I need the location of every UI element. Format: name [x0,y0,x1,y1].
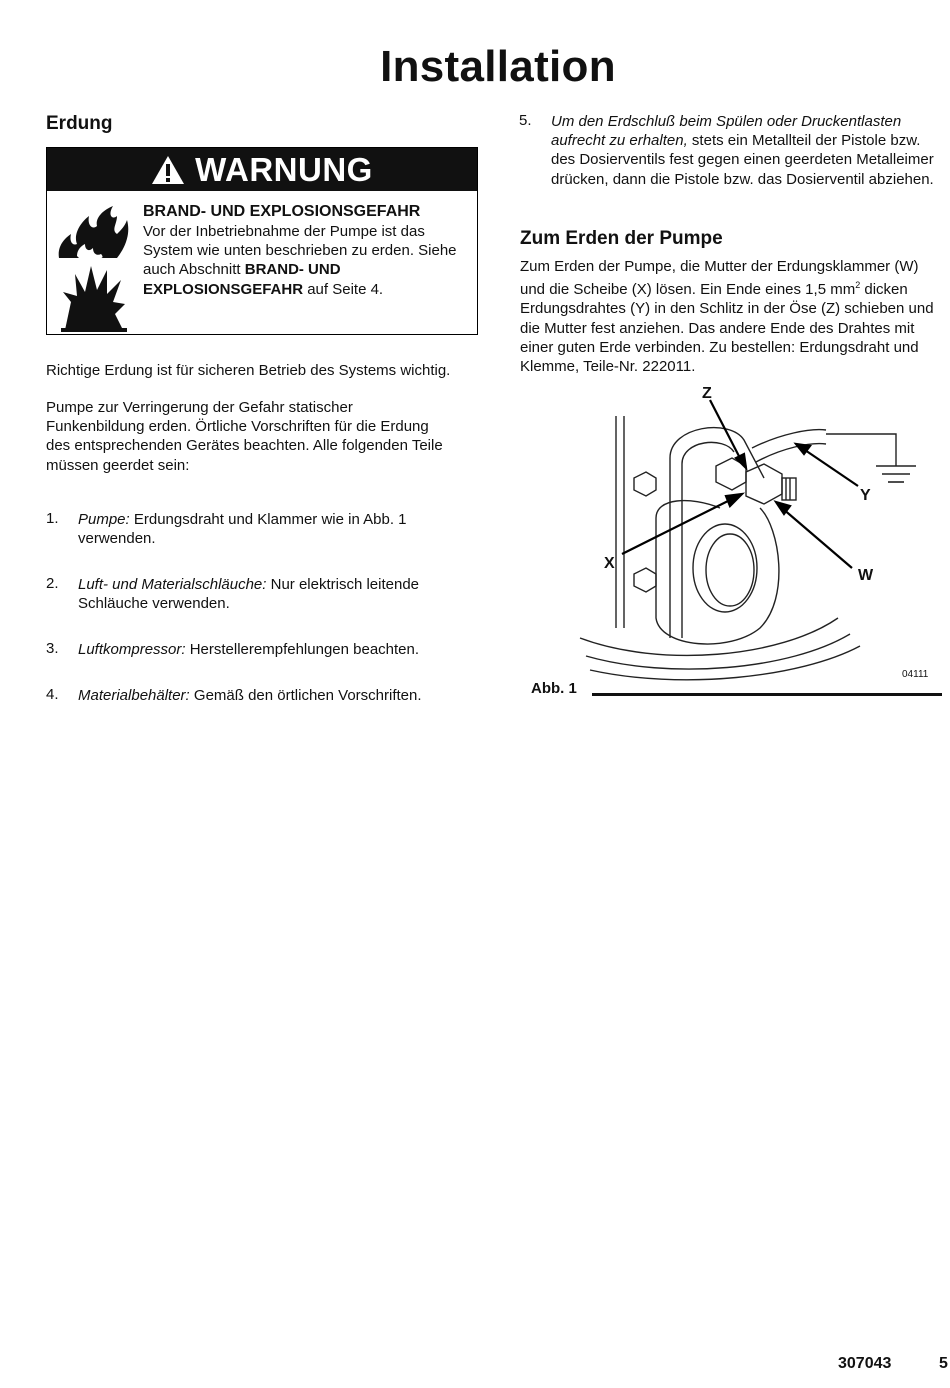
figure-caption: Abb. 1 [531,680,577,697]
figure-code: 04111 [902,669,929,680]
warning-heading: BRAND- UND EXPLOSIONSGEFAHR [143,203,421,220]
page-title: Installation [380,42,616,91]
list-number: 2. [46,575,59,592]
warning-text: Vor der Inbetriebnahme der Pumpe ist das System wie unten beschrieben zu erden. Siehe auch Abschnitt BRAND- UND EXPLOSIONSGEFAHR auf Seite 4. [143,223,457,298]
figure-rule [592,693,942,696]
warning-body [143,202,473,299]
fire-icon [55,204,131,260]
label-w: W [858,567,874,584]
list-number: 3. [46,640,59,657]
list-content: Um den Erdschluß beim Spülen oder Druckentlasten aufrecht zu erhalten, stets ein Metallteil der Pistole bzw. des Dosierventils fest gegen einen geerdeten Metalleimer drücken, dann die Pistole bzw. das Dosierventil abziehen. [551,113,934,188]
warning-title: WARNUNG [195,150,373,188]
list-number: 4. [46,686,59,703]
paragraph-pump-grounding: Zum Erden der Pumpe, die Mutter der Erdungsklammer (W) und die Scheibe (X) lösen. Ein Ende eines 1,5 $mm^2$ dicken Erdungsdrahtes (Y) in den Schlitz in der Öse (Z) schieben und die Mutter fest anziehen. Das andere Ende des Drahtes mit einer guten Erde verbinden. Zu bestellen: Erdungsdraht und Klemme, Teile-Nr. 222011. [520,258,934,376]
warning-header [47,148,477,191]
document-number: 307043 [838,1355,892,1372]
page-number: 5 [939,1355,948,1372]
list-content: Luft- und Materialschläuche: Nur elektrisch leitende Schläuche verwenden. [78,576,420,613]
explosion-icon [61,262,127,332]
warning-box [46,147,478,335]
list-content: Pumpe: Erdungsdraht und Klammer wie in Abb. 1 verwenden. [78,511,407,548]
paragraph-grounding-importance: Richtige Erdung ist für sicheren Betrieb des Systems wichtig. [46,362,451,379]
warning-triangle-icon [151,155,185,185]
grounding-diagram [520,378,944,700]
label-y: Y [860,487,871,504]
section-title-pump-grounding: Zum Erden der Pumpe [520,228,723,249]
paragraph-grounding-instructions: Pumpe zur Verringerung der Gefahr statischer Funkenbildung erden. Örtliche Vorschriften für die Erdung des entsprechenden Gerätes beachten. Alle folgenden Teile müssen geerdet sein: [46,399,443,474]
section-title-erdung: Erdung [46,113,113,134]
label-z: Z [702,385,712,402]
label-x: X [604,555,615,572]
list-number: 5. [519,112,532,129]
list-content: Luftkompressor: Herstellerempfehlungen beachten. [78,641,420,658]
list-number: 1. [46,510,59,527]
list-content: Materialbehälter: Gemäß den örtlichen Vorschriften. [78,687,422,704]
